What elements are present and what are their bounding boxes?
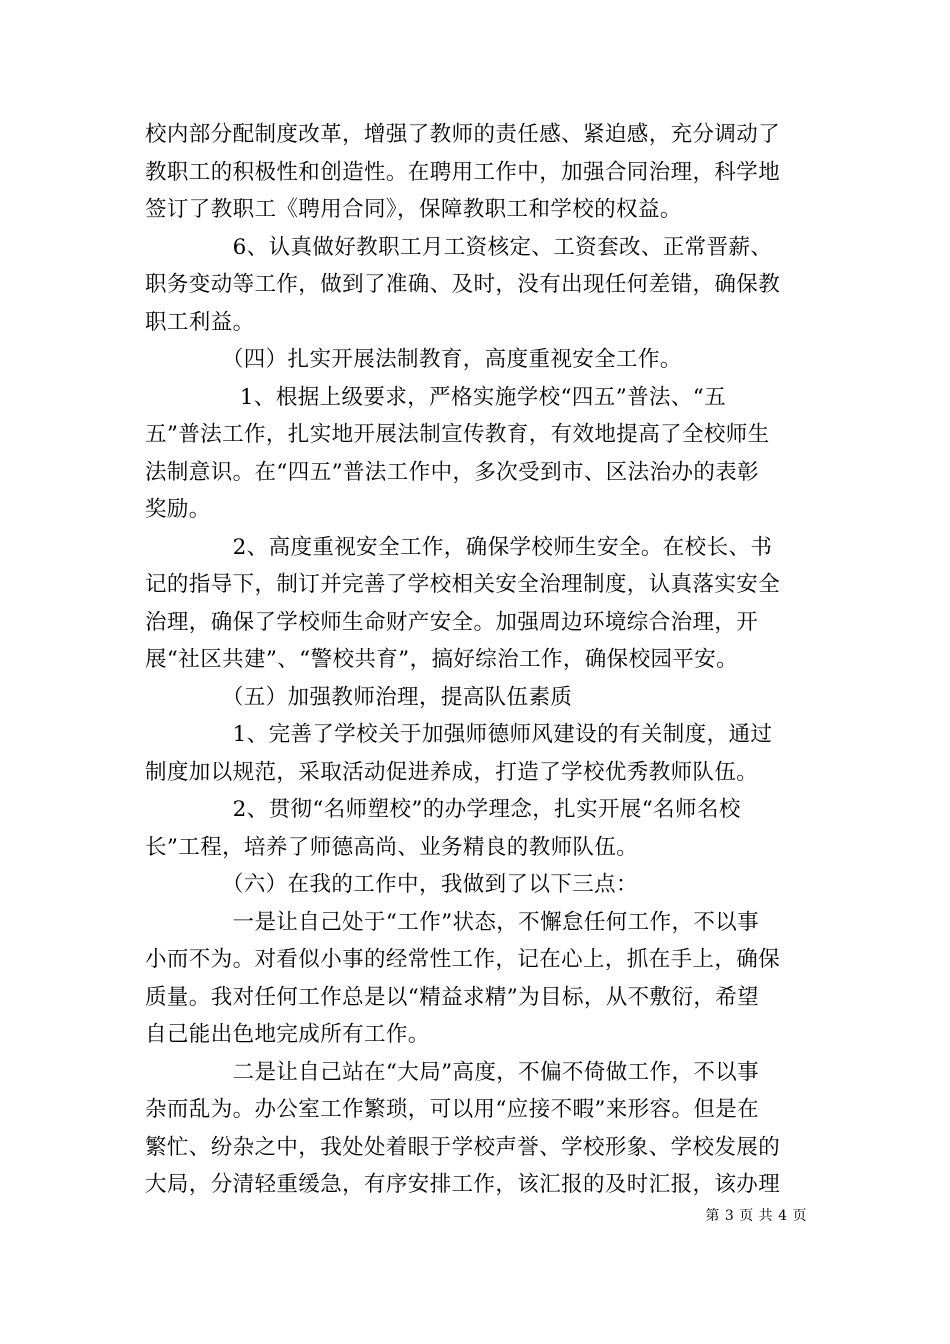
text-line: 教职工的积极性和创造性。在聘用工作中，加强合同治理，科学地: [145, 159, 781, 185]
text-line: 职务变动等工作，做到了准确、及时，没有出现任何差错，确保教: [145, 272, 781, 297]
text-line: 长”工程，培养了师德高尚、业务精良的教师队伍。: [145, 834, 639, 860]
text-line: 奖励。: [145, 497, 211, 522]
text-line: 签订了教职工《聘用合同》，保障教职工和学校的权益。: [145, 197, 682, 222]
text-line: 2、高度重视安全工作，确保学校师生安全。在校长、书: [145, 534, 773, 560]
text-line: 1、根据上级要求，严格实施学校“四五”普法、“五: [145, 384, 727, 410]
text-line: 质量。我对任何工作总是以“精益求精”为目标，从不敷衍，希望: [145, 984, 760, 1010]
body-text: [145, 116, 809, 1204]
text-line: 二是让自己站在“大局”高度，不偏不倚做工作，不以事: [145, 1059, 760, 1085]
page-number-footer: 第 3 页 共 4 页: [705, 1208, 807, 1224]
text-line: 繁忙、纷杂之中，我处处着眼于学校声誉、学校形象、学校发展的: [145, 1134, 781, 1160]
section-heading: （四）扎实开展法制教育，高度重视安全工作。: [145, 347, 682, 372]
text-line: 治理，确保了学校师生命财产安全。加强周边环境综合治理，开: [145, 609, 759, 635]
text-line: 小而不为。对看似小事的经常性工作，记在心上，抓在手上，确保: [145, 947, 781, 972]
text-line: 大局，分清轻重缓急，有序安排工作，该汇报的及时汇报，该办理: [145, 1172, 781, 1197]
text-line: 6、认真做好教职工月工资核定、工资套改、正常晋薪、: [145, 234, 773, 260]
text-line: 展“社区共建”、“警校共育”，搞好综治工作，确保校园平安。: [145, 647, 739, 672]
section-heading: （五）加强教师治理，提高队伍素质: [145, 684, 573, 710]
text-line: 1、完善了学校关于加强师德师风建设的有关制度，通过: [145, 722, 773, 747]
text-line: 2、贯彻“名师塑校”的办学理念，扎实开展“名师名校: [145, 797, 741, 822]
text-line: 一是让自己处于“工作”状态，不懈怠任何工作，不以事: [145, 909, 760, 935]
text-line: 杂而乱为。办公室工作繁琐，可以用“应接不暇”来形容。但是在: [145, 1097, 760, 1122]
text-line: 制度加以规范，采取活动促进养成，打造了学校优秀教师队伍。: [145, 759, 759, 785]
section-heading: （六）在我的工作中，我做到了以下三点：: [145, 872, 638, 897]
text-line: 校内部分配制度改革，增强了教师的责任感、紧迫感，充分调动了: [145, 122, 781, 147]
text-line: 自己能出色地完成所有工作。: [145, 1022, 430, 1047]
text-line: 五”普法工作，扎实地开展法制宣传教育，有效地提高了全校师生: [145, 422, 770, 447]
text-line: 职工利益。: [145, 309, 255, 335]
text-line: 记的指导下，制订并完善了学校相关安全治理制度，认真落实安全: [145, 572, 781, 597]
text-line: 法制意识。在“四五”普法工作中，多次受到市、区法治办的表彰: [145, 459, 760, 485]
